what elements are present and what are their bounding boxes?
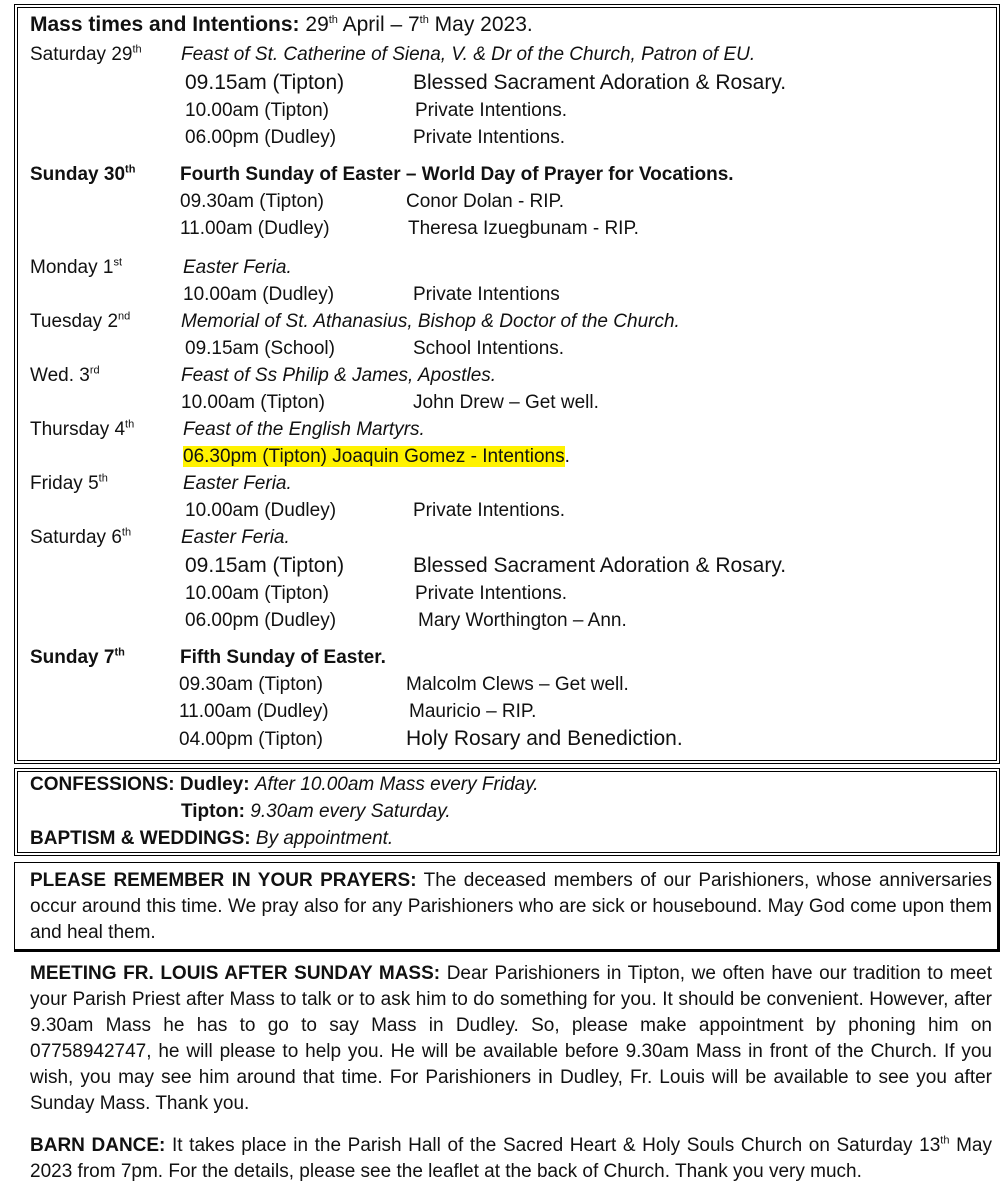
mass-time: 10.00am (Tipton) (185, 100, 329, 121)
day-label: Sunday 7th (30, 646, 125, 668)
day-label: Wed. 3rd (30, 364, 100, 386)
mass-time: 09.30am (Tipton) (179, 674, 323, 695)
feast-text: Memorial of St. Athanasius, Bishop & Doctor of the Church. (181, 311, 680, 332)
mass-time: 10.00am (Dudley) (183, 284, 335, 305)
mass-intention: School Intentions. (413, 338, 565, 359)
meeting-paragraph: MEETING FR. LOUIS AFTER SUNDAY MASS: Dear Parishioners in Tipton, we often have our tradition to meet your Parish Priest after Mass to talk or to ask him to do something for you. It should be convenient. However, after 9.30am Mass he has to go to say Mass in Dudley. So, please make appointment by phoning him on 07758942747, he will please to help you. He will be available before 9.30am Mass in front of the Church. If you wish, you may see him around that time. For Parishioners in Dudley, Fr. Louis will be available to see you after Sunday Mass. Thank you. (30, 963, 992, 1114)
feast-text: Fourth Sunday of Easter – World Day of Prayer for Vocations. (180, 164, 734, 185)
mass-time: 09.15am (Tipton) (185, 71, 345, 94)
mass-time: 11.00am (Dudley) (179, 701, 329, 722)
mass-time: 04.00pm (Tipton) (179, 729, 323, 750)
mass-intention: John Drew – Get well. (413, 392, 599, 413)
barn-dance-paragraph: BARN DANCE: It takes place in the Parish Hall of the Sacred Heart & Holy Souls Church on Saturday 13th May 2023 from 7pm. For the details, please see the leaflet at the back of Church. Thank you very much. (30, 1134, 992, 1182)
feast-text: Feast of the English Martyrs. (183, 419, 425, 440)
mass-time: 11.00am (Dudley) (180, 218, 330, 239)
mass-intention: Holy Rosary and Benediction. (406, 727, 683, 750)
mass-intention: Malcolm Clews – Get well. (406, 674, 629, 695)
mass-intention: Private Intentions. (415, 583, 568, 604)
day-label: Thursday 4th (30, 418, 135, 440)
mass-intention: Private Intentions. (413, 500, 566, 521)
highlight-mark: 06.30pm (Tipton) Joaquin Gomez - Intentions (183, 446, 565, 467)
mass-time: 10.00am (Dudley) (185, 500, 337, 521)
mass-time: 09.15am (School) (185, 338, 335, 359)
baptism-line: BAPTISM & WEDDINGS: By appointment. (30, 828, 394, 849)
mass-time: 06.00pm (Dudley) (185, 127, 337, 148)
mass-intention: Blessed Sacrament Adoration & Rosary. (413, 554, 787, 577)
day-label: Saturday 6th (30, 526, 132, 548)
feast-text: Easter Feria. (183, 257, 292, 278)
highlighted-mass: 06.30pm (Tipton) Joaquin Gomez - Intentions. (183, 446, 570, 467)
mass-time: 10.00am (Tipton) (181, 392, 325, 413)
mass-intention: Conor Dolan - RIP. (406, 191, 565, 212)
prayers-paragraph: PLEASE REMEMBER IN YOUR PRAYERS: The deceased members of our Parishioners, whose anniversaries occur around this time. We pray also for any Parishioners who are sick or housebound. May God come upon them and heal them. (30, 870, 992, 943)
mass-intention: Theresa Izuegbunam - RIP. (408, 218, 639, 239)
mass-intention: Blessed Sacrament Adoration & Rosary. (413, 71, 787, 94)
mass-time: 06.00pm (Dudley) (185, 610, 337, 631)
day-label: Saturday 29th (30, 43, 142, 65)
mass-intention: Mauricio – RIP. (409, 701, 537, 722)
mass-intention: Private Intentions. (413, 127, 566, 148)
mass-intention: Private Intentions (413, 284, 560, 305)
confessions-tipton: Tipton: 9.30am every Saturday. (181, 801, 451, 822)
mass-time: 09.30am (Tipton) (180, 191, 324, 212)
mass-times-header: Mass times and Intentions: 29th April – 7th May 2023. (30, 13, 533, 36)
day-label: Sunday 30th (30, 163, 136, 185)
mass-time: 10.00am (Tipton) (185, 583, 329, 604)
feast-text: Feast of Ss Philip & James, Apostles. (181, 365, 497, 386)
mass-intention: Private Intentions. (415, 100, 568, 121)
day-label: Monday 1st (30, 256, 123, 278)
feast-text: Feast of St. Catherine of Siena, V. & Dr of the Church, Patron of EU. (181, 44, 756, 65)
feast-text: Fifth Sunday of Easter. (180, 647, 386, 668)
day-label: Friday 5th (30, 472, 108, 494)
confessions-line: CONFESSIONS: Dudley: After 10.00am Mass every Friday. (30, 774, 539, 795)
feast-text: Easter Feria. (183, 473, 292, 494)
day-label: Tuesday 2nd (30, 310, 131, 332)
mass-time: 09.15am (Tipton) (185, 554, 345, 577)
mass-intention: Mary Worthington – Ann. (418, 610, 627, 631)
feast-text: Easter Feria. (181, 527, 290, 548)
